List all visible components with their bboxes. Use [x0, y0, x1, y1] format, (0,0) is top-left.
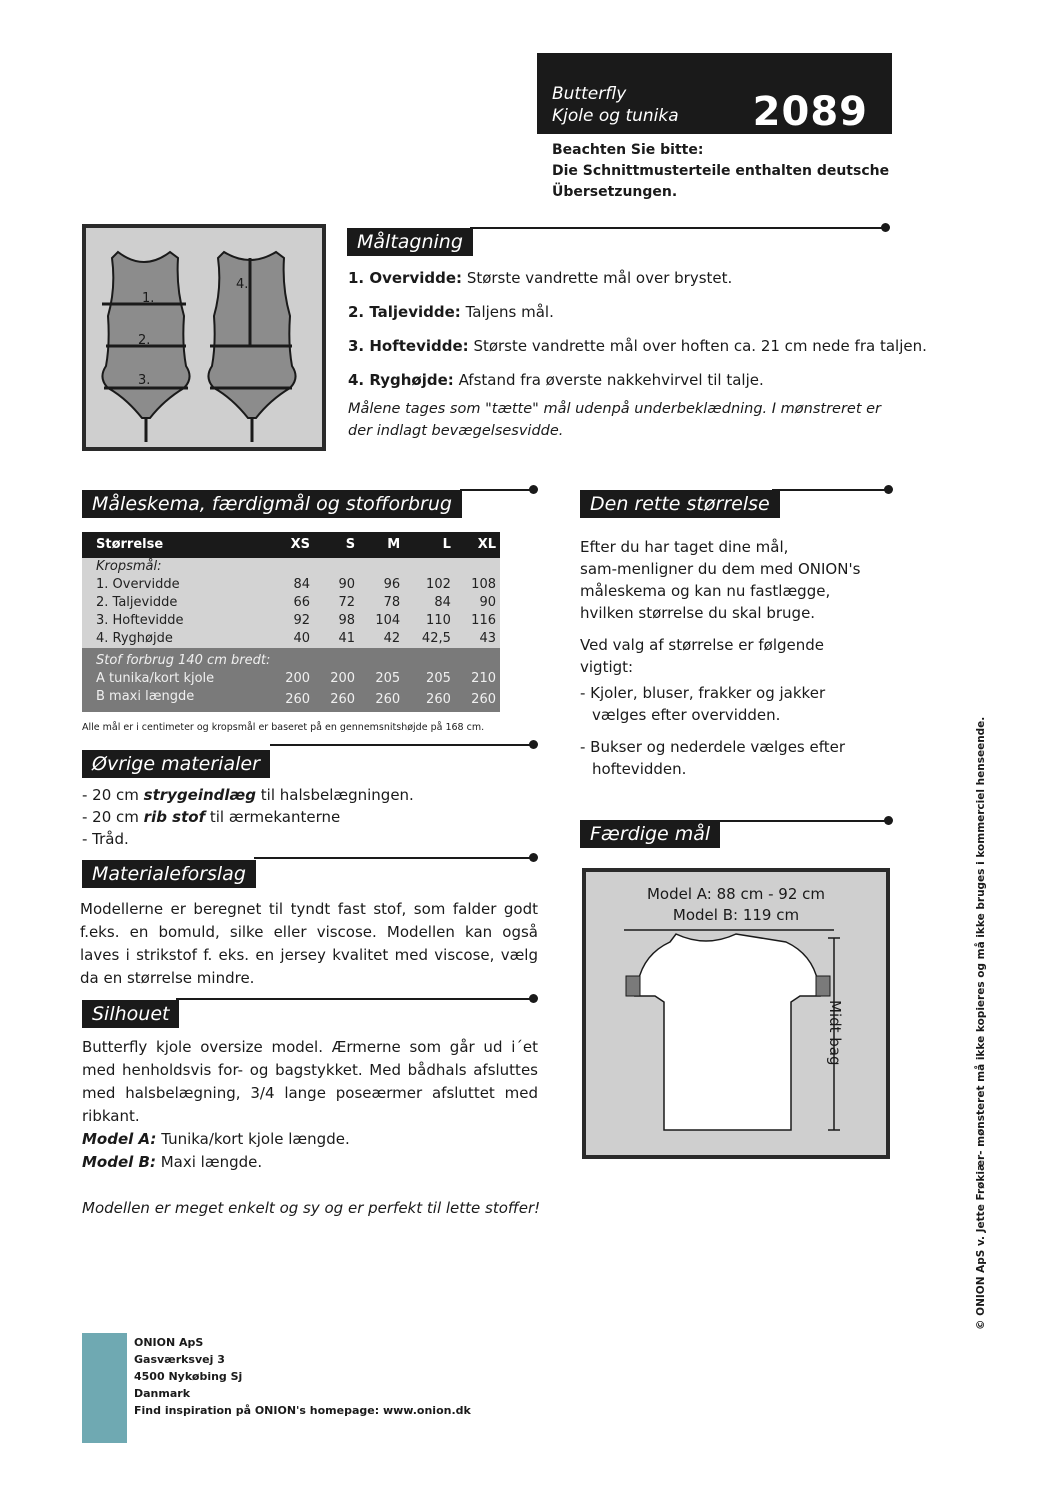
german-note-line2: Die Schnittmusterteile enthalten deutsche	[552, 163, 890, 179]
text-line: måleskema og kan nu fastlægge,	[580, 582, 831, 600]
table-cell: 42	[359, 630, 404, 648]
silhouet-closing: Modellen er meget enkelt og sy og er perfekt til lette stoffer!	[82, 1199, 541, 1217]
german-note-line3: Übersetzungen.	[552, 184, 678, 200]
table-section-row	[82, 558, 500, 576]
body-forms-illustration	[86, 228, 322, 447]
section-rule	[470, 227, 885, 229]
section-rule	[254, 857, 530, 859]
footer-country: Danmark	[134, 1387, 191, 1400]
table-note: Alle mål er i centimeter og kropsmål er baseret på en gennemsnitshøjde på 168 cm.	[82, 722, 485, 733]
section-title-rette-stoerrelse: Den rette størrelse	[580, 490, 780, 518]
table-header-cell: L	[404, 532, 455, 558]
section-title-maaleskema: Måleskema, færdigmål og stofforbrug	[82, 490, 462, 518]
table-cell: 260	[455, 688, 500, 712]
table-row	[82, 630, 500, 648]
table-cell: 42,5	[404, 630, 455, 648]
table-cell: 102	[404, 576, 455, 594]
table-header-cell: XS	[269, 532, 314, 558]
table-cell: 200	[314, 670, 359, 688]
table-cell: 210	[455, 670, 500, 688]
table-cell: 84	[404, 594, 455, 612]
table-cell: 78	[359, 594, 404, 612]
table-cell: 2. Taljevidde	[82, 594, 269, 612]
measurement-text: Afstand fra øverste nakkehvirvel til talje.	[458, 371, 764, 389]
table-cell: 3. Hoftevidde	[82, 612, 269, 630]
table-cell: 260	[359, 688, 404, 712]
german-note	[552, 140, 889, 203]
table-cell: 43	[455, 630, 500, 648]
table-cell: 90	[314, 576, 359, 594]
materials-item: - 20 cm rib stof til ærmekanterne	[82, 808, 341, 826]
table-cell: 90	[455, 594, 500, 612]
left-cuff	[626, 976, 640, 996]
section-rule	[720, 820, 885, 822]
figure-label-2: 2.	[138, 333, 151, 348]
table-header-row	[82, 532, 500, 558]
measurement-label: 1. Overvidde:	[348, 269, 463, 287]
section-rule-dot	[529, 994, 538, 1003]
materialeforslag-text: Modellerne er beregnet til tyndt fast stof, som falder godt f.eks. en bomuld, silke eller viscose. Modellen kan også laves i strikstof f. eks. en jersey kvalitet med viscose, vælg da en størrelse mindre.	[80, 900, 538, 987]
pattern-number: 2089	[752, 89, 868, 135]
section-rule	[460, 489, 530, 491]
table-section-row	[82, 648, 500, 670]
pattern-name-line1: Butterfly	[552, 84, 627, 104]
bullet-line: - Kjoler, bluser, frakker og jakker	[580, 684, 826, 702]
rette-stoerrelse-text	[580, 536, 860, 780]
section-title-silhouet: Silhouet	[82, 1000, 179, 1028]
model-b-line: Model B: Maxi længde.	[82, 1153, 263, 1171]
materials-item: - Tråd.	[82, 830, 129, 848]
table-cell: 96	[359, 576, 404, 594]
table-cell: 260	[269, 688, 314, 712]
footer-address	[134, 1334, 471, 1419]
right-cuff	[816, 976, 830, 996]
table-cell: 66	[269, 594, 314, 612]
figure-label-1: 1.	[142, 291, 155, 306]
section-rule	[176, 998, 530, 1000]
measurement-note: Målene tages som "tætte" mål udenpå underbeklædning. I mønstreret er der indlagt bevægelsesvidde.	[348, 401, 882, 439]
table-cell: B maxi længde	[82, 688, 269, 712]
table-cell: 1. Overvidde	[82, 576, 269, 594]
table-section-label: Stof forbrug 140 cm bredt:	[82, 648, 500, 670]
table-cell: 200	[269, 670, 314, 688]
measurement-figure	[82, 224, 326, 451]
measurement-label: 2. Taljevidde:	[348, 303, 461, 321]
table-cell: A tunika/kort kjole	[82, 670, 269, 688]
bullet-line: hoftevidden.	[592, 760, 687, 778]
footer-company: ONION ApS	[134, 1336, 204, 1349]
model-a-line: Model A: Tunika/kort kjole længde.	[82, 1130, 350, 1148]
footer-homepage: Find inspiration på ONION's homepage: www.onion.dk	[134, 1404, 471, 1417]
section-rule-dot	[881, 223, 890, 232]
center-back-label: Midt bag	[826, 1000, 844, 1066]
section-rule-dot	[529, 853, 538, 862]
table-cell: 205	[359, 670, 404, 688]
pattern-header	[537, 53, 892, 134]
text-line: Efter du har taget dine mål,	[580, 538, 789, 556]
section-rule-dot	[884, 485, 893, 494]
table-row	[82, 594, 500, 612]
table-cell: 260	[404, 688, 455, 712]
table-cell: 104	[359, 612, 404, 630]
table-cell: 4. Ryghøjde	[82, 630, 269, 648]
figure-label-3: 3.	[138, 373, 151, 388]
measurement-label: 4. Ryghøjde:	[348, 371, 454, 389]
section-title-maaltagning: Måltagning	[347, 228, 473, 256]
measurement-item-2	[348, 302, 554, 322]
section-rule	[772, 489, 885, 491]
measurement-label: 3. Hoftevidde:	[348, 337, 469, 355]
text-line: Ved valg af størrelse er følgende	[580, 636, 824, 654]
section-rule-dot	[884, 816, 893, 825]
finished-model-b: Model B: 119 cm	[672, 906, 800, 924]
footer-accent-bar	[82, 1333, 127, 1443]
footer-street: Gasværksvej 3	[134, 1353, 225, 1366]
table-cell: 72	[314, 594, 359, 612]
garment-shape	[635, 934, 820, 1130]
table-cell: 205	[404, 670, 455, 688]
section-title-faerdige-maal: Færdige mål	[580, 820, 720, 848]
table-cell: 92	[269, 612, 314, 630]
materials-list	[82, 784, 414, 850]
table-header-cell: XL	[455, 532, 500, 558]
measurement-text: Største vandrette mål over hoften ca. 21 cm nede fra taljen.	[473, 337, 927, 355]
table-cell: 108	[455, 576, 500, 594]
table-header-cell: M	[359, 532, 404, 558]
garment-figure	[582, 868, 890, 1159]
table-cell: 260	[314, 688, 359, 712]
section-rule-dot	[529, 740, 538, 749]
bullet-line: - Bukser og nederdele vælges efter	[580, 738, 846, 756]
pattern-name-line2: Kjole og tunika	[552, 106, 679, 126]
table-row	[82, 688, 500, 712]
section-title-materialeforslag: Materialeforslag	[82, 860, 256, 888]
section-rule-dot	[529, 485, 538, 494]
measurement-text: Største vandrette mål over brystet.	[466, 269, 733, 287]
pattern-name	[552, 83, 679, 127]
text-line: vigtigt:	[580, 658, 634, 676]
table-cell: 41	[314, 630, 359, 648]
measurement-item-1	[348, 268, 732, 288]
measurement-text: Taljens mål.	[465, 303, 554, 321]
size-table	[82, 532, 500, 712]
table-row	[82, 612, 500, 630]
section-rule	[270, 744, 530, 746]
back-body-form	[208, 252, 295, 418]
finished-model-a: Model A: 88 cm - 92 cm	[646, 885, 825, 903]
table-section-label: Kropsmål:	[82, 558, 500, 576]
german-note-line1: Beachten Sie bitte:	[552, 142, 704, 158]
table-cell: 98	[314, 612, 359, 630]
section-title-oevrige: Øvrige materialer	[82, 750, 270, 778]
text-line: sam-menligner du dem med ONION's	[580, 560, 861, 578]
bullet-line: vælges efter overvidden.	[592, 706, 781, 724]
text-line: hvilken størrelse du skal bruge.	[580, 604, 816, 622]
silhouet-text: Butterfly kjole oversize model. Ærmerne som går ud i´et med henholdsvis for- og bagstykket. Med bådhals afsluttes med halsbelægning, 3/4 lange poseærmer afsluttet med ribkant.	[82, 1038, 538, 1125]
table-cell: 110	[404, 612, 455, 630]
table-header-cell: Størrelse	[82, 532, 269, 558]
table-header-cell: S	[314, 532, 359, 558]
table-cell: 84	[269, 576, 314, 594]
measurement-item-3	[348, 336, 927, 356]
materials-item: - 20 cm strygeindlæg til halsbelægningen.	[82, 786, 414, 804]
table-row	[82, 670, 500, 688]
measurement-item-4	[348, 370, 764, 390]
footer-city: 4500 Nykøbing Sj	[134, 1370, 243, 1383]
table-cell: 40	[269, 630, 314, 648]
figure-label-4: 4.	[236, 277, 249, 292]
table-row	[82, 576, 500, 594]
copyright-notice: © ONION ApS v. Jette Frøkiær- mønsteret må ikke kopieres og må ikke bruges i kommerciel henseende.	[975, 716, 987, 1330]
table-cell: 116	[455, 612, 500, 630]
